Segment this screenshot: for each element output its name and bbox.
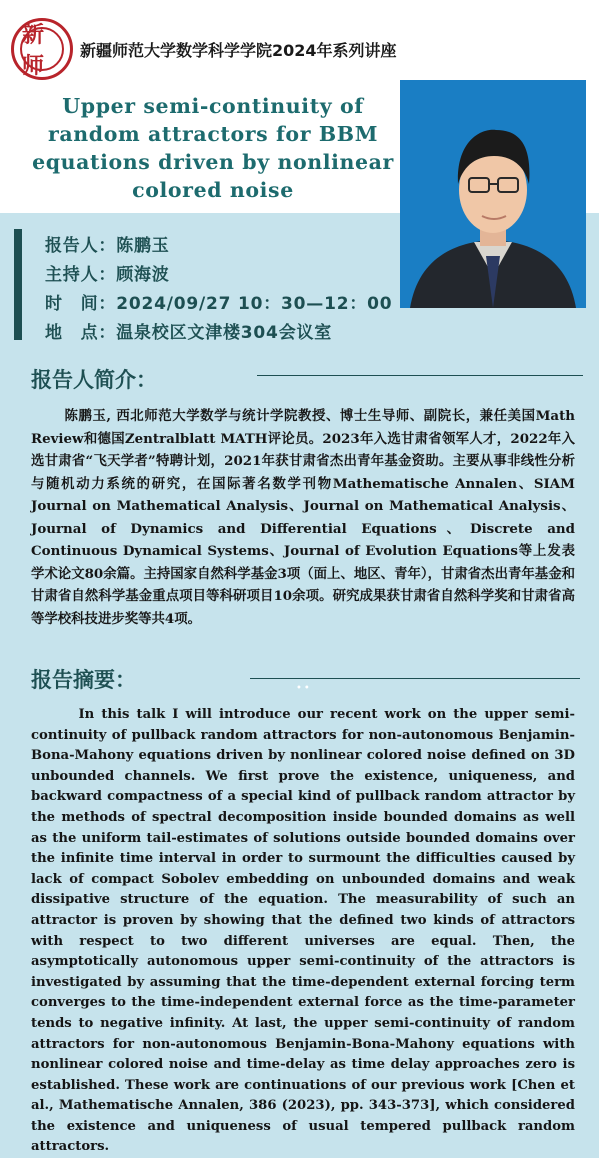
abstract-heading-rule — [250, 678, 580, 679]
decorative-dots: •• — [296, 683, 312, 694]
place-label: 地 点： — [45, 323, 117, 343]
speaker-label: 报告人： — [45, 236, 117, 256]
host-row — [45, 260, 170, 285]
portrait-image — [400, 80, 586, 308]
talk-title: Upper semi-continuity of random attractors for BBM equations driven by nonlinear colored noise — [32, 94, 394, 202]
place-row — [45, 318, 332, 343]
bio-heading-rule — [257, 375, 583, 376]
host-name: 顾海波 — [116, 265, 170, 285]
time-value: 2024/09/27 10：30—12：00 — [116, 294, 393, 314]
host-label: 主持人： — [45, 265, 117, 285]
series-title: 新疆师范大学数学科学学院2024年系列讲座 — [80, 41, 397, 60]
bio-heading: 报告人简介： — [31, 368, 157, 392]
speaker-portrait — [400, 80, 586, 308]
bio-text: 陈鹏玉, 西北师范大学数学与统计学院教授、博士生导师、副院长，兼任美国Math Review和德国Zentralblatt MATH评论员。2023年入选甘肃省领军人才，2022年入选甘肃省“飞天学者”特聘计划，2021年获甘肃省杰出青年基金资助。主要从事非线性分析与随机动力系统的研究，在国际著名数学刊物Mathematische Annalen、SIAM Journal on Mathematical Analysis、Journal on Mathematical Analysis、Journal of Dynamics and Differential Equations、Discrete and Continuous Dynamical Systems、Journal of Evolution Equations等上发表学术论文80余篇。主持国家自然科学基金3项（面上、地区、青年），甘肃省杰出青年基金和甘肃省自然科学基金重点项目等科研项目10余项。研究成果获甘肃省自然科学奖和甘肃省高等学校科技进步奖等共4项。 — [31, 408, 575, 627]
time-label: 时 间： — [45, 294, 117, 314]
speaker-row — [45, 231, 170, 256]
speaker-name: 陈鹏玉 — [116, 236, 170, 256]
info-accent-bar — [14, 229, 22, 340]
university-logo — [11, 18, 73, 80]
logo-emblem: 新师 — [20, 27, 64, 71]
place-value: 温泉校区文津楼304会议室 — [116, 323, 333, 343]
abstract-heading: 报告摘要： — [31, 668, 136, 692]
abstract-text: In this talk I will introduce our recent work on the upper semi-continuity of pullback random attractors for non-autonomous Benjamin-Bona-Mahony equations driven by nonlinear colored noise defined on 3D unbounded channels. We first prove the existence, uniqueness, and backward compactness of a special kind of pullback random attractor by the methods of spectral decomposition inside bounded domains as well as the uniform tail-estimates of solutions outside bounded domains over the infinite time interval in order to surmount the difficulties caused by lack of compact Sobolev embedding on unbounded domains and weak dissipative structure of the equation. The measurability of such an attractor is proven by showing that the defined two kinds of attractors with respect to two different universes are equal. Then, the asymptotically autonomous upper semi-continuity of the attractors is investigated by assuming that the time-dependent external forcing term converges to the time-independent external force as the time-parameter tends to negative infinity. At last, the upper semi-continuity of random attractors for non-autonomous Benjamin-Bona-Mahony equations with nonlinear colored noise and time-delay as time delay approaches zero is established. These work are continuations of our previous work [Chen et al., Mathematische Annalen, 386 (2023), pp. 343-373], which considered the existence and uniqueness of usual tempered pullback random attractors. — [31, 707, 575, 1155]
time-row — [45, 289, 392, 314]
